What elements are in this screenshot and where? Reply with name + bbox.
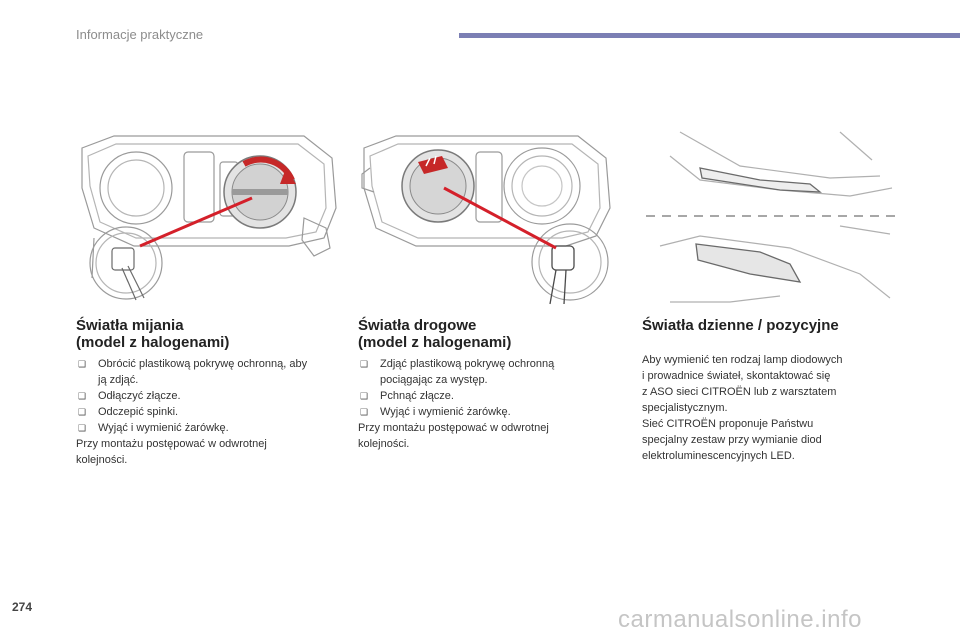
description-line: Sieć CITROËN proponuje Państwu [642,418,814,430]
step-text: Pchnąć złącze. [380,390,454,402]
page-header-title: Informacje praktyczne [76,27,204,42]
note-line: Przy montażu postępować w odwrotnej [358,422,549,434]
note-line: kolejności. [76,454,128,466]
section-title-line: (model z halogenami) [76,334,230,351]
description-line: z ASO sieci CITROËN lub z warsztatem [642,386,837,398]
checkbox-bullet-icon: ❑ [360,407,369,417]
high-beam-headlamp-illustration [356,128,618,308]
checkbox-bullet-icon: ❑ [78,359,87,369]
daytime-lamps-section [642,317,932,464]
high-beam-section [358,317,620,452]
step-text: Wyjąć i wymienić żarówkę. [98,422,229,434]
instruction-step-continued [358,372,620,388]
description-line: Aby wymienić ten rodzaj lamp diodowych [642,354,843,366]
instruction-step-continued [76,372,346,388]
section-title-line: Światła drogowe [358,317,477,334]
checkbox-bullet-icon: ❑ [78,391,87,401]
note-line: Przy montażu postępować w odwrotnej [76,438,267,450]
instruction-step [76,420,346,436]
step-text: ją zdjąć. [98,374,139,386]
page-number: 274 [12,600,33,614]
section-title-line: Światła mijania [76,317,184,334]
step-text: Odczepić spinki. [98,406,179,418]
step-text: Odłączyć złącze. [98,390,181,402]
section-title [358,317,620,351]
low-beam-section [76,317,346,468]
reassembly-note [358,420,620,452]
instruction-step [358,404,620,420]
checkbox-bullet-icon: ❑ [360,391,369,401]
description-line: i prowadnice świateł, skontaktować się [642,370,831,382]
checkbox-bullet-icon: ❑ [78,407,87,417]
instruction-step [358,356,620,372]
watermark-text: carmanualsonline.info [618,606,862,633]
description-line: specjalny zestaw przy wymianie diod [642,434,822,446]
step-text: Obrócić plastikową pokrywę ochronną, aby [98,358,308,370]
checkbox-bullet-icon: ❑ [78,423,87,433]
instruction-step [76,404,346,420]
section-title-line: (model z halogenami) [358,334,512,351]
section-title: Światła dzienne / pozycyjne [642,317,839,334]
daytime-running-lamps-illustration [640,126,902,310]
low-beam-headlamp-illustration [74,128,342,308]
step-text: pociągając za występ. [380,374,488,386]
reassembly-note [76,436,346,468]
description-line: specjalistycznym. [642,402,728,414]
daytime-lamps-description [642,352,932,464]
header-accent-bar [459,33,960,38]
instruction-step [76,388,346,404]
step-text: Wyjąć i wymienić żarówkę. [380,406,511,418]
checkbox-bullet-icon: ❑ [360,359,369,369]
instruction-step [76,356,346,372]
note-line: kolejności. [358,438,410,450]
instruction-step [358,388,620,404]
description-line: elektroluminescencyjnych LED. [642,450,795,462]
step-text: Zdjąć plastikową pokrywę ochronną [380,358,555,370]
section-title [76,317,346,351]
